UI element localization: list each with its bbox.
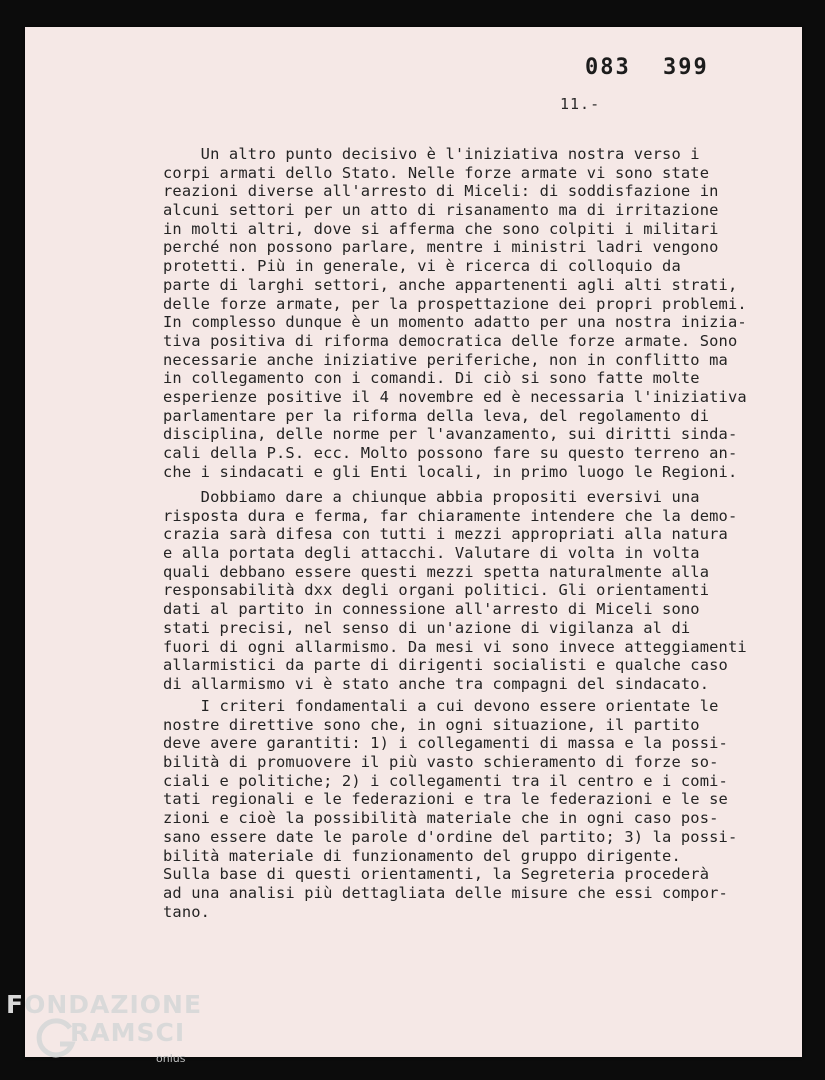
text-line: ad una analisi più dettagliata delle misure che essi compor- [163,883,728,902]
text-line: zioni e cioè la possibilità materiale che in ogni caso pos- [163,809,719,828]
text-line: ciali e politiche; 2) i collegamenti tra il centro e i comi- [163,771,728,790]
archive-ref-right: 399 [663,55,709,80]
paragraph-3 [163,697,763,921]
text-line: Sulla base di questi orientamenti, la Segreteria procederà [163,865,710,884]
text-line: In complesso dunque è un momento adatto per una nostra inizia- [163,313,747,332]
text-line: delle forze armate, per la prospettazione dei propri problemi. [163,294,747,313]
text-line: stati precisi, nel senso di un'azione di vigilanza al di [163,618,691,637]
text-line: tano. [163,902,211,921]
text-line: alcuni settori per un atto di risanamento ma di irritazione [163,201,719,220]
text-line: quali debbano essere questi mezzi spetta naturalmente alla [163,562,710,581]
text-line: allarmistici da parte di dirigenti socialisti e qualche caso [163,656,728,675]
logo-text-onlus: onlus [156,1052,186,1065]
text-line: necessarie anche iniziative periferiche, non in conflitto ma [163,350,728,369]
text-line: protetti. Più in generale, vi è ricerca di colloquio da [163,257,681,276]
text-line: I criteri fondamentali a cui devono essere orientate le [163,697,719,715]
logo-text-gramsci: RAMSCI [70,1018,186,1047]
fondazione-gramsci-logo [6,990,206,1070]
text-line: di allarmismo vi è stato anche tra compagni del sindacato. [163,674,710,693]
text-line: fuori di ogni allarmismo. Da mesi vi sono invece atteggiamenti [163,637,747,656]
text-line: parlamentare per la riforma della leva, del regolamento di [163,406,710,425]
paragraph-2 [163,488,763,694]
text-line: sano essere date le parole d'ordine del partito; 3) la possi- [163,827,738,846]
text-line: in molti altri, dove si afferma che sono colpiti i militari [163,219,719,238]
text-line: Dobbiamo dare a chiunque abbia propositi eversivi una [163,488,700,506]
text-line: tati regionali e le federazioni e tra le federazioni e le se [163,790,728,809]
page-number: 11.- [560,95,601,113]
text-line: bilità di promuovere il più vasto schieramento di forze so- [163,753,719,772]
text-line: dati al partito in connessione all'arresto di Miceli sono [163,600,700,619]
text-line: disciplina, delle norme per l'avanzamento, sui diritti sinda- [163,425,738,444]
text-line: risposta dura e ferma, far chiaramente intendere che la demo- [163,506,738,525]
text-line: reazioni diverse all'arresto di Miceli: di soddisfazione in [163,182,719,201]
text-line: tiva positiva di riforma democratica delle forze armate. Sono [163,331,738,350]
text-line: Un altro punto decisivo è l'iniziativa nostra verso i [163,145,700,163]
text-line: responsabilità dxx degli organi politici. Gli orientamenti [163,581,710,600]
paragraph-1 [163,145,763,481]
text-line: nostre direttive sono che, in ogni situazione, il partito [163,715,700,734]
text-line: perché non possono parlare, mentre i ministri ladri vengono [163,238,719,257]
text-line: corpi armati dello Stato. Nelle forze armate vi sono state [163,163,710,182]
text-line: crazia sarà difesa con tutti i mezzi appropriati alla natura [163,525,728,544]
text-line: bilità materiale di funzionamento del gruppo dirigente. [163,846,681,865]
logo-text-fondazione: FONDAZIONE [6,990,203,1019]
text-line: esperienze positive il 4 novembre ed è necessaria l'iniziativa [163,387,747,406]
text-line: cali della P.S. ecc. Molto possono fare su questo terreno an- [163,444,738,462]
text-line: parte di larghi settori, anche appartenenti agli alti strati, [163,275,738,294]
text-line: in collegamento con i comandi. Di ciò si sono fatte molte [163,369,700,388]
text-line: che i sindacati e gli Enti locali, in primo luogo le Regioni. [163,462,738,481]
text-line: e alla portata degli attacchi. Valutare di volta in volta [163,544,700,563]
archive-ref-left: 083 [585,55,631,80]
text-line: deve avere garantiti: 1) i collegamenti di massa e la possi- [163,734,728,753]
